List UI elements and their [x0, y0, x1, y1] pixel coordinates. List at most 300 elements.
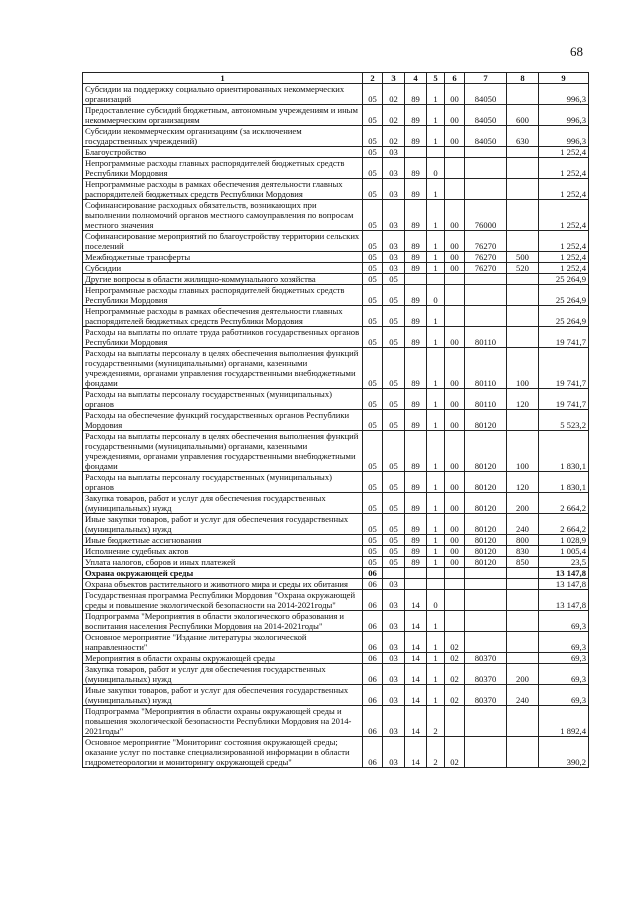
row-name-cell: Иные закупки товаров, работ и услуг для обеспечения государственных (муниципальных) нужд — [83, 685, 363, 706]
subprogram-cell: 1 — [427, 348, 445, 389]
direction-cell: 76270 — [465, 252, 507, 263]
direction-cell: 76270 — [465, 231, 507, 252]
direction-cell — [465, 611, 507, 632]
subprogram-cell: 1 — [427, 200, 445, 231]
program-cell: 89 — [405, 493, 427, 514]
amount-cell: 1 252,4 — [539, 231, 589, 252]
subprogram-cell: 1 — [427, 84, 445, 105]
direction-cell: 80370 — [465, 685, 507, 706]
table-row — [83, 568, 589, 579]
event-cell: 02 — [445, 737, 465, 768]
table-row — [83, 274, 589, 285]
direction-cell — [465, 590, 507, 611]
subprogram-cell — [427, 568, 445, 579]
amount-cell: 25 264,9 — [539, 306, 589, 327]
program-cell: 89 — [405, 158, 427, 179]
subprogram-cell: 1 — [427, 557, 445, 568]
subsection-cell: 03 — [383, 653, 405, 664]
program-cell: 89 — [405, 472, 427, 493]
row-name-cell: Государственная программа Республики Мордовия "Охрана окружающей среды и повышение экологической безопасности на 2014-2021годы" — [83, 590, 363, 611]
subsection-cell: 03 — [383, 252, 405, 263]
direction-cell: 80120 — [465, 493, 507, 514]
section-cell: 06 — [363, 685, 383, 706]
amount-cell: 1 892,4 — [539, 706, 589, 737]
amount-cell: 996,3 — [539, 126, 589, 147]
expense-type-cell: 830 — [507, 546, 539, 557]
program-cell: 14 — [405, 664, 427, 685]
event-cell: 02 — [445, 632, 465, 653]
direction-cell — [465, 306, 507, 327]
program-cell: 89 — [405, 306, 427, 327]
expense-type-cell — [507, 147, 539, 158]
expense-type-cell — [507, 590, 539, 611]
row-name-cell: Охрана объектов растительного и животного мира и среды их обитания — [83, 579, 363, 590]
table-row — [83, 493, 589, 514]
subprogram-cell: 1 — [427, 546, 445, 557]
expense-type-cell — [507, 274, 539, 285]
direction-cell: 80110 — [465, 348, 507, 389]
section-cell: 05 — [363, 348, 383, 389]
subsection-cell: 03 — [383, 737, 405, 768]
event-cell: 00 — [445, 410, 465, 431]
event-cell: 00 — [445, 263, 465, 274]
row-name-cell: Непрограммные расходы в рамках обеспечения деятельности главных распорядителей бюджетных средств Республики Мордовия — [83, 179, 363, 200]
event-cell — [445, 568, 465, 579]
program-cell: 89 — [405, 252, 427, 263]
subsection-cell — [383, 568, 405, 579]
table-row — [83, 590, 589, 611]
subsection-cell: 05 — [383, 493, 405, 514]
section-cell: 06 — [363, 579, 383, 590]
row-name-cell: Закупка товаров, работ и услуг для обеспечения государственных (муниципальных) нужд — [83, 493, 363, 514]
column-header: 7 — [465, 73, 507, 84]
amount-cell: 1 252,4 — [539, 263, 589, 274]
program-cell: 14 — [405, 685, 427, 706]
subprogram-cell: 1 — [427, 653, 445, 664]
subprogram-cell: 1 — [427, 231, 445, 252]
direction-cell — [465, 568, 507, 579]
program-cell: 89 — [405, 263, 427, 274]
expense-type-cell: 200 — [507, 493, 539, 514]
amount-cell: 69,3 — [539, 653, 589, 664]
row-name-cell: Иные бюджетные ассигнования — [83, 535, 363, 546]
expense-type-cell — [507, 737, 539, 768]
expense-type-cell — [507, 158, 539, 179]
subprogram-cell: 1 — [427, 410, 445, 431]
amount-cell: 69,3 — [539, 611, 589, 632]
direction-cell: 80110 — [465, 327, 507, 348]
direction-cell: 80370 — [465, 653, 507, 664]
event-cell: 00 — [445, 546, 465, 557]
direction-cell — [465, 706, 507, 737]
subprogram-cell: 1 — [427, 306, 445, 327]
row-name-cell: Субсидии некоммерческим организациям (за исключением государственных учреждений) — [83, 126, 363, 147]
subsection-cell: 03 — [383, 611, 405, 632]
table-row — [83, 632, 589, 653]
subprogram-cell — [427, 274, 445, 285]
direction-cell: 84050 — [465, 126, 507, 147]
expense-type-cell: 240 — [507, 514, 539, 535]
expense-type-cell — [507, 579, 539, 590]
amount-cell: 69,3 — [539, 632, 589, 653]
event-cell: 00 — [445, 105, 465, 126]
amount-cell: 25 264,9 — [539, 285, 589, 306]
column-header: 9 — [539, 73, 589, 84]
column-header: 8 — [507, 73, 539, 84]
subprogram-cell: 1 — [427, 263, 445, 274]
section-cell: 05 — [363, 535, 383, 546]
subprogram-cell — [427, 147, 445, 158]
amount-cell: 2 664,2 — [539, 514, 589, 535]
section-cell: 06 — [363, 653, 383, 664]
program-cell: 14 — [405, 706, 427, 737]
amount-cell: 13 147,8 — [539, 590, 589, 611]
row-name-cell: Расходы на выплаты персоналу в целях обеспечения выполнения функций государственными (муниципальными) органами, казенными учреждениями, органами управления государственными внебюджетными фондами — [83, 348, 363, 389]
row-name-cell: Уплата налогов, сборов и иных платежей — [83, 557, 363, 568]
row-name-cell: Субсидии — [83, 263, 363, 274]
amount-cell: 1 252,4 — [539, 158, 589, 179]
section-cell: 05 — [363, 231, 383, 252]
row-name-cell: Расходы на выплаты персоналу государственных (муниципальных) органов — [83, 389, 363, 410]
row-name-cell: Охрана окружающей среды — [83, 568, 363, 579]
row-name-cell: Непрограммные расходы в рамках обеспечения деятельности главных распорядителей бюджетных средств Республики Мордовия — [83, 306, 363, 327]
row-name-cell: Расходы на обеспечение функций государственных органов Республики Мордовия — [83, 410, 363, 431]
table-row — [83, 664, 589, 685]
table-row — [83, 306, 589, 327]
subsection-cell: 05 — [383, 514, 405, 535]
program-cell: 89 — [405, 327, 427, 348]
direction-cell: 80120 — [465, 514, 507, 535]
table-row — [83, 327, 589, 348]
subprogram-cell: 2 — [427, 737, 445, 768]
event-cell: 00 — [445, 557, 465, 568]
direction-cell: 80120 — [465, 546, 507, 557]
event-cell: 02 — [445, 653, 465, 664]
direction-cell — [465, 737, 507, 768]
table-row — [83, 514, 589, 535]
section-cell: 05 — [363, 126, 383, 147]
subprogram-cell: 1 — [427, 632, 445, 653]
subsection-cell: 03 — [383, 179, 405, 200]
subsection-cell: 03 — [383, 579, 405, 590]
expense-type-cell — [507, 327, 539, 348]
row-name-cell: Субсидии на поддержку социально ориентированных некоммерческих организаций — [83, 84, 363, 105]
row-name-cell: Благоустройство — [83, 147, 363, 158]
expense-type-cell: 500 — [507, 252, 539, 263]
expense-type-cell — [507, 200, 539, 231]
program-cell: 14 — [405, 590, 427, 611]
section-cell: 05 — [363, 158, 383, 179]
subsection-cell: 03 — [383, 685, 405, 706]
subprogram-cell: 1 — [427, 664, 445, 685]
direction-cell: 80110 — [465, 389, 507, 410]
row-name-cell: Иные закупки товаров, работ и услуг для обеспечения государственных (муниципальных) нужд — [83, 514, 363, 535]
section-cell: 05 — [363, 306, 383, 327]
row-name-cell: Софинансирование мероприятий по благоустройству территории сельских поселений — [83, 231, 363, 252]
expense-type-cell: 100 — [507, 348, 539, 389]
event-cell — [445, 306, 465, 327]
table-row — [83, 546, 589, 557]
amount-cell: 390,2 — [539, 737, 589, 768]
subprogram-cell: 0 — [427, 590, 445, 611]
event-cell: 00 — [445, 252, 465, 263]
direction-cell — [465, 579, 507, 590]
subsection-cell: 05 — [383, 535, 405, 546]
direction-cell — [465, 285, 507, 306]
event-cell — [445, 274, 465, 285]
amount-cell: 19 741,7 — [539, 389, 589, 410]
row-name-cell: Расходы на выплаты персоналу в целях обеспечения выполнения функций государственными (муниципальными) органами, казенными учреждениями, органами управления государственными внебюджетными фондами — [83, 431, 363, 472]
expense-type-cell: 850 — [507, 557, 539, 568]
expense-type-cell — [507, 410, 539, 431]
subsection-cell: 05 — [383, 327, 405, 348]
budget-table — [82, 72, 589, 768]
row-name-cell: Расходы на выплаты персоналу государственных (муниципальных) органов — [83, 472, 363, 493]
amount-cell: 1 252,4 — [539, 179, 589, 200]
subsection-cell: 05 — [383, 306, 405, 327]
event-cell — [445, 285, 465, 306]
section-cell: 05 — [363, 472, 383, 493]
amount-cell: 996,3 — [539, 105, 589, 126]
program-cell: 14 — [405, 611, 427, 632]
row-name-cell: Закупка товаров, работ и услуг для обеспечения государственных (муниципальных) нужд — [83, 664, 363, 685]
direction-cell: 84050 — [465, 105, 507, 126]
amount-cell: 1 252,4 — [539, 147, 589, 158]
amount-cell: 1 252,4 — [539, 200, 589, 231]
program-cell: 89 — [405, 179, 427, 200]
section-cell: 05 — [363, 252, 383, 263]
section-cell: 05 — [363, 410, 383, 431]
event-cell: 00 — [445, 200, 465, 231]
expense-type-cell — [507, 231, 539, 252]
program-cell: 14 — [405, 653, 427, 664]
event-cell: 00 — [445, 431, 465, 472]
amount-cell: 13 147,8 — [539, 579, 589, 590]
column-header: 4 — [405, 73, 427, 84]
section-cell: 05 — [363, 285, 383, 306]
section-cell: 06 — [363, 611, 383, 632]
amount-cell: 19 741,7 — [539, 348, 589, 389]
amount-cell: 1 005,4 — [539, 546, 589, 557]
expense-type-cell — [507, 653, 539, 664]
subprogram-cell: 1 — [427, 252, 445, 263]
table-row — [83, 105, 589, 126]
amount-cell: 23,5 — [539, 557, 589, 568]
expense-type-cell — [507, 179, 539, 200]
event-cell: 00 — [445, 231, 465, 252]
subsection-cell: 03 — [383, 147, 405, 158]
section-cell: 05 — [363, 147, 383, 158]
expense-type-cell: 120 — [507, 472, 539, 493]
direction-cell: 80120 — [465, 410, 507, 431]
table-row — [83, 231, 589, 252]
amount-cell: 1 830,1 — [539, 431, 589, 472]
subsection-cell: 05 — [383, 410, 405, 431]
program-cell: 89 — [405, 231, 427, 252]
subsection-cell: 05 — [383, 285, 405, 306]
table-row — [83, 147, 589, 158]
program-cell: 89 — [405, 546, 427, 557]
subprogram-cell: 1 — [427, 535, 445, 546]
row-name-cell: Непрограммные расходы главных распорядителей бюджетных средств Республики Мордовия — [83, 158, 363, 179]
table-row — [83, 389, 589, 410]
row-name-cell: Другие вопросы в области жилищно-коммунального хозяйства — [83, 274, 363, 285]
section-cell: 05 — [363, 84, 383, 105]
event-cell — [445, 706, 465, 737]
event-cell: 02 — [445, 664, 465, 685]
section-cell: 06 — [363, 568, 383, 579]
section-cell: 05 — [363, 557, 383, 568]
event-cell: 00 — [445, 493, 465, 514]
table-row — [83, 84, 589, 105]
expense-type-cell: 120 — [507, 389, 539, 410]
section-cell: 05 — [363, 431, 383, 472]
table-row — [83, 158, 589, 179]
section-cell: 05 — [363, 546, 383, 557]
subsection-cell: 05 — [383, 546, 405, 557]
subprogram-cell: 1 — [427, 105, 445, 126]
section-cell: 05 — [363, 327, 383, 348]
row-name-cell: Основное мероприятие "Издание литературы экологической направленности" — [83, 632, 363, 653]
section-cell: 05 — [363, 105, 383, 126]
column-header: 6 — [445, 73, 465, 84]
section-cell: 05 — [363, 263, 383, 274]
program-cell: 14 — [405, 632, 427, 653]
amount-cell: 13 147,8 — [539, 568, 589, 579]
table-row — [83, 611, 589, 632]
amount-cell: 25 264,9 — [539, 274, 589, 285]
table-row — [83, 348, 589, 389]
table-row — [83, 200, 589, 231]
program-cell: 89 — [405, 348, 427, 389]
direction-cell: 76270 — [465, 263, 507, 274]
program-cell: 89 — [405, 410, 427, 431]
column-header: 3 — [383, 73, 405, 84]
table-row — [83, 557, 589, 568]
subprogram-cell: 1 — [427, 327, 445, 348]
subprogram-cell: 1 — [427, 126, 445, 147]
direction-cell: 80370 — [465, 664, 507, 685]
subsection-cell: 03 — [383, 664, 405, 685]
section-cell: 06 — [363, 737, 383, 768]
subprogram-cell: 1 — [427, 389, 445, 410]
program-cell: 89 — [405, 535, 427, 546]
subsection-cell: 03 — [383, 632, 405, 653]
subsection-cell: 05 — [383, 274, 405, 285]
expense-type-cell — [507, 632, 539, 653]
event-cell — [445, 590, 465, 611]
subsection-cell: 02 — [383, 84, 405, 105]
column-header: 2 — [363, 73, 383, 84]
expense-type-cell: 800 — [507, 535, 539, 546]
table-row — [83, 179, 589, 200]
row-name-cell: Софинансирование расходных обязательств, возникающих при выполнении полномочий органов местного самоуправления по вопросам местного значения — [83, 200, 363, 231]
section-cell: 05 — [363, 179, 383, 200]
row-name-cell: Предоставление субсидий бюджетным, автономным учреждениям и иным некоммерческим организациям — [83, 105, 363, 126]
expense-type-cell: 600 — [507, 105, 539, 126]
program-cell: 89 — [405, 514, 427, 535]
event-cell: 00 — [445, 348, 465, 389]
expense-type-cell — [507, 706, 539, 737]
program-cell — [405, 568, 427, 579]
table-row — [83, 653, 589, 664]
subsection-cell: 02 — [383, 126, 405, 147]
row-name-cell: Основное мероприятие "Мониторинг состояния окружающей среды; оказание услуг по поставке специализированной информации в области гидрометеорологии и мониторингу окружающей среды" — [83, 737, 363, 768]
program-cell: 89 — [405, 200, 427, 231]
direction-cell: 84050 — [465, 84, 507, 105]
program-cell — [405, 274, 427, 285]
section-cell: 05 — [363, 274, 383, 285]
amount-cell: 69,3 — [539, 664, 589, 685]
section-cell: 05 — [363, 200, 383, 231]
column-header: 1 — [83, 73, 363, 84]
event-cell — [445, 179, 465, 200]
expense-type-cell: 520 — [507, 263, 539, 274]
section-cell: 06 — [363, 632, 383, 653]
expense-type-cell: 630 — [507, 126, 539, 147]
event-cell: 00 — [445, 514, 465, 535]
row-name-cell: Мероприятия в области охраны окружающей среды — [83, 653, 363, 664]
table-row — [83, 263, 589, 274]
table-row — [83, 285, 589, 306]
direction-cell: 76000 — [465, 200, 507, 231]
direction-cell: 80120 — [465, 535, 507, 546]
expense-type-cell: 200 — [507, 664, 539, 685]
table-header-row — [83, 73, 589, 84]
section-cell: 05 — [363, 389, 383, 410]
subsection-cell: 03 — [383, 706, 405, 737]
program-cell — [405, 147, 427, 158]
amount-cell: 1 252,4 — [539, 252, 589, 263]
subprogram-cell — [427, 579, 445, 590]
subsection-cell: 02 — [383, 105, 405, 126]
table-row — [83, 737, 589, 768]
table-row — [83, 472, 589, 493]
expense-type-cell — [507, 285, 539, 306]
event-cell: 00 — [445, 389, 465, 410]
amount-cell: 5 523,2 — [539, 410, 589, 431]
amount-cell: 69,3 — [539, 685, 589, 706]
expense-type-cell — [507, 611, 539, 632]
direction-cell: 80120 — [465, 472, 507, 493]
event-cell — [445, 147, 465, 158]
row-name-cell: Подпрограмма "Мероприятия в области охраны окружающей среды и повышения экологической безопасности Республики Мордовия на 2014-2021годы" — [83, 706, 363, 737]
column-header: 5 — [427, 73, 445, 84]
program-cell: 89 — [405, 431, 427, 472]
direction-cell — [465, 274, 507, 285]
table-row — [83, 706, 589, 737]
subsection-cell: 05 — [383, 557, 405, 568]
subprogram-cell: 1 — [427, 472, 445, 493]
section-cell: 05 — [363, 514, 383, 535]
expense-type-cell — [507, 306, 539, 327]
subprogram-cell: 1 — [427, 493, 445, 514]
event-cell: 00 — [445, 84, 465, 105]
amount-cell: 19 741,7 — [539, 327, 589, 348]
subsection-cell: 03 — [383, 158, 405, 179]
amount-cell: 2 664,2 — [539, 493, 589, 514]
row-name-cell: Расходы на выплаты по оплате труда работников государственных органов Республики Мордовия — [83, 327, 363, 348]
program-cell: 89 — [405, 285, 427, 306]
amount-cell: 1 028,9 — [539, 535, 589, 546]
section-cell: 06 — [363, 590, 383, 611]
table-row — [83, 535, 589, 546]
event-cell — [445, 579, 465, 590]
expense-type-cell: 100 — [507, 431, 539, 472]
subsection-cell: 03 — [383, 231, 405, 252]
row-name-cell: Подпрограмма "Мероприятия в области экологического образования и воспитания населения Республики Мордовия на 2014-2021годы" — [83, 611, 363, 632]
expense-type-cell — [507, 568, 539, 579]
